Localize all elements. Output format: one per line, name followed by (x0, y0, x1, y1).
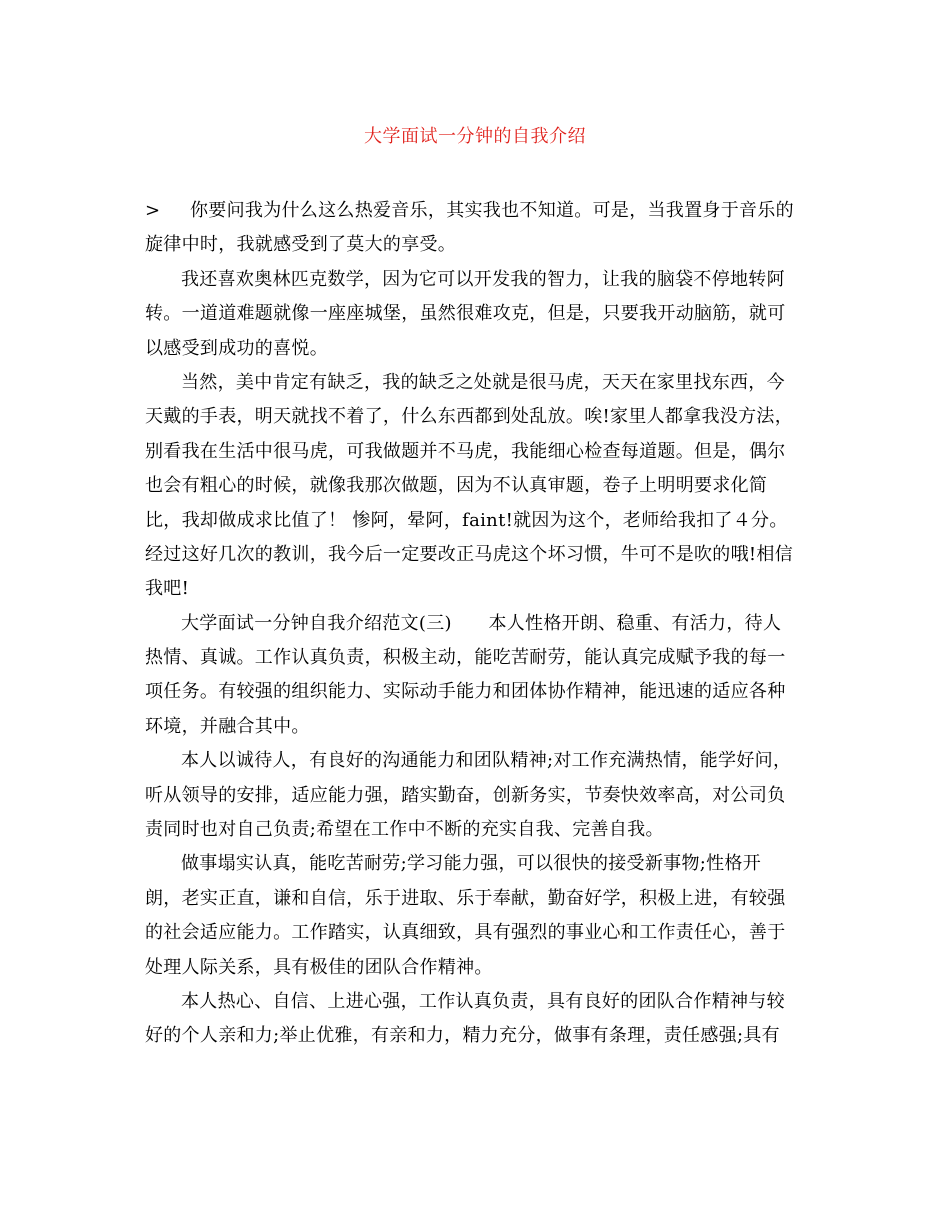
text-line: 别看我在生活中很马虎，可我做题并不马虎，我能细心检查每道题。但是，偶尔 (145, 440, 786, 462)
text-line: > 你要问我为什么这么热爱音乐，其实我也不知道。可是，当我置身于音乐的 (145, 194, 810, 228)
document-body (145, 194, 810, 1054)
text-line: 也会有粗心的时候，就像我那次做题，因为不认真审题，卷子上明明要求化简 (145, 475, 768, 497)
text-line: 转。一道道难题就像一座座城堡，虽然很难攻克，但是，只要我开动脑筋，就可 (145, 303, 786, 325)
text-line: 处理人际关系，具有极佳的团队合作精神。 (145, 956, 493, 978)
text-line: 比，我却做成求比值了！ 惨阿，晕阿，faint!就因为这个，老师给我扣了４分。 (145, 509, 788, 531)
text-line: 以感受到成功的喜悦。 (145, 337, 328, 359)
text-line: 环境，并融合其中。 (145, 715, 310, 737)
text-line: 朗，老实正直，谦和自信，乐于进取、乐于奉献，勤奋好学，积极上进，有较强 (145, 887, 786, 909)
text-line: 本人热心、自信、上进心强，工作认真负责，具有良好的团队合作精神与较 (181, 990, 785, 1012)
text-line: 大学面试一分钟自我介绍范文(三) 本人性格开朗、稳重、有活力，待人 (181, 612, 782, 634)
text-line: 听从领导的安排，适应能力强，踏实勤奋，创新务实，节奏快效率高，对公司负 (145, 784, 786, 806)
text-line: 热情、真诚。工作认真负责，积极主动，能吃苦耐劳，能认真完成赋予我的每一 (145, 647, 786, 669)
text-line: 本人以诚待人，有良好的沟通能力和团队精神;对工作充满热情，能学好问， (181, 750, 792, 772)
text-line: 我还喜欢奥林匹克数学，因为它可以开发我的智力，让我的脑袋不停地转阿 (181, 268, 785, 290)
text-line: 经过这好几次的教训，我今后一定要改正马虎这个坏习惯，牛可不是吹的哦!相信 (145, 543, 794, 565)
text-line: 责同时也对自己负责;希望在工作中不断的充实自我、完善自我。 (145, 819, 664, 841)
page-title: 大学面试一分钟的自我介绍 (364, 126, 586, 147)
text-line: 的社会适应能力。工作踏实，认真细致，具有强烈的事业心和工作责任心，善于 (145, 922, 786, 944)
text-line: 旋律中时，我就感受到了莫大的享受。 (145, 234, 457, 256)
text-line: 当然，美中肯定有缺乏，我的缺乏之处就是很马虎，天天在家里找东西，今 (181, 371, 785, 393)
text-line: 项任务。有较强的组织能力、实际动手能力和团体协作精神，能迅速的适应各种 (145, 681, 786, 703)
text-line: 天戴的手表，明天就找不着了，什么东西都到处乱放。唉!家里人都拿我没方法， (145, 406, 794, 428)
chevron-right-icon: > (145, 200, 161, 221)
text-line: 我吧! (145, 578, 190, 600)
text-line: 好的个人亲和力;举止优雅，有亲和力，精力充分，做事有条理，责任感强;具有 (145, 1025, 780, 1047)
text-line: 做事塌实认真，能吃苦耐劳;学习能力强，可以很快的接受新事物;性格开 (181, 853, 762, 875)
